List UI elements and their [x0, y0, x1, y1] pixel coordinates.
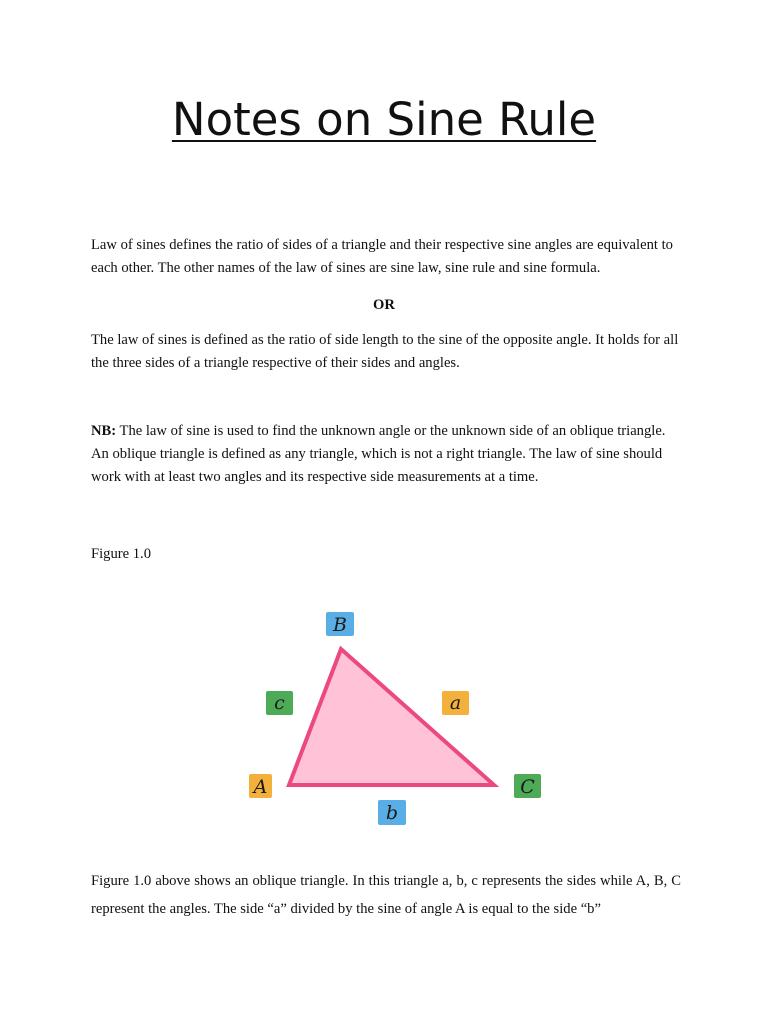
paragraph-definition: Law of sines defines the ratio of sides of a triangle and their respective sine angles are equivalent to each other. The other names of the law of sines are sine law, sine rule and sine formula.	[91, 237, 673, 276]
side-tag-c	[266, 691, 293, 715]
triangle-shape	[289, 649, 494, 785]
paragraph-note	[91, 420, 681, 489]
vertex-label-a: A	[253, 776, 268, 798]
vertex-tag-b	[326, 612, 354, 636]
paragraph-figure-explanation: Figure 1.0 above shows an oblique triangle. In this triangle a, b, c represents the sides while A, B, C represent the angles. The side “a” divided by the sine of angle A is equal to the side “b”	[91, 873, 681, 917]
side-label-b: b	[385, 802, 399, 824]
side-label-c: c	[274, 692, 285, 714]
page-title: Notes on Sine Rule	[171, 93, 597, 146]
vertex-tag-c	[514, 774, 541, 798]
note-text: The law of sine is used to find the unknown angle or the unknown side of an oblique triangle. An oblique triangle is defined as any triangle, which is not a right triangle. The law of sine should work with at least two angles and its respective side measurements at a time.	[91, 423, 666, 485]
note-label: NB:	[91, 423, 117, 439]
vertex-label-c: C	[520, 776, 535, 798]
vertex-tag-a	[249, 774, 272, 798]
side-tag-a	[442, 691, 469, 715]
triangle-figure	[240, 606, 550, 830]
or-separator: OR	[373, 297, 395, 313]
side-tag-b	[378, 800, 406, 825]
side-label-a: a	[449, 692, 462, 714]
figure-label: Figure 1.0	[91, 546, 151, 562]
vertex-label-b: B	[333, 614, 347, 636]
paragraph-alternative-definition: The law of sines is defined as the ratio of side length to the sine of the opposite angle. It holds for all the three sides of a triangle respective of their sides and angles.	[91, 332, 679, 371]
